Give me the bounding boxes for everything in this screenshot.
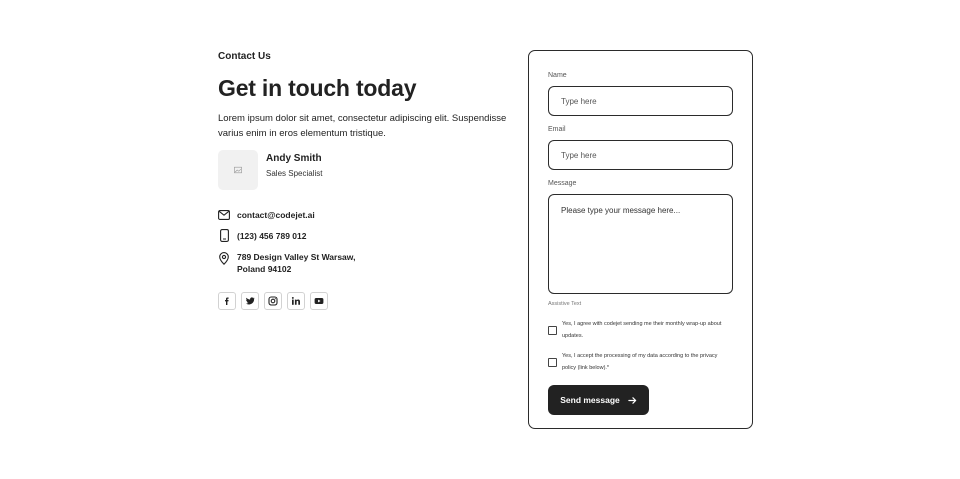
twitter-icon [245, 296, 255, 306]
address-row [218, 251, 508, 275]
email-label: Email [548, 126, 566, 133]
newsletter-consent-text: Yes, I agree with codejet sending me their monthly wrap-up about updates. [562, 321, 722, 339]
name-input[interactable]: Type here [548, 86, 733, 116]
privacy-consent-text: Yes, I accept the processing of my data according to the privacy policy (link below).* [562, 353, 718, 371]
email-input[interactable]: Type here [548, 140, 733, 170]
privacy-consent[interactable] [548, 350, 732, 374]
person-info [266, 152, 322, 179]
mail-icon [218, 208, 230, 221]
linkedin-link[interactable] [287, 292, 305, 310]
youtube-icon [314, 296, 324, 306]
map-pin-icon [218, 252, 230, 265]
message-label: Message [548, 180, 577, 187]
youtube-link[interactable] [310, 292, 328, 310]
image-placeholder-icon [234, 166, 242, 174]
message-textarea[interactable]: Please type your message here... [548, 194, 733, 294]
message-group [548, 179, 732, 294]
name-group [548, 71, 732, 116]
phone-link[interactable]: (123) 456 789 012 [237, 231, 307, 241]
contact-info-section [218, 50, 508, 310]
instagram-link[interactable] [264, 292, 282, 310]
twitter-link[interactable] [241, 292, 259, 310]
facebook-link[interactable] [218, 292, 236, 310]
send-message-button[interactable] [548, 385, 649, 415]
phone-icon [218, 229, 230, 242]
newsletter-consent[interactable] [548, 318, 732, 342]
email-row[interactable] [218, 209, 508, 221]
contact-person [218, 150, 508, 190]
privacy-checkbox[interactable] [548, 358, 557, 367]
eyebrow-label: Contact Us [218, 51, 271, 62]
linkedin-icon [291, 296, 301, 306]
avatar [218, 150, 258, 190]
contact-form [528, 50, 753, 429]
instagram-icon [268, 296, 278, 306]
page-title: Get in touch today [218, 75, 417, 101]
email-link[interactable]: contact@codejet.ai [237, 210, 315, 220]
assistive-text: Assistive Text [548, 301, 582, 307]
person-role: Sales Specialist [266, 169, 323, 178]
facebook-icon [222, 296, 232, 306]
page-description: Lorem ipsum dolor sit amet, consectetur adipiscing elit. Suspendisse varius enim in eros elementum tristique. [218, 113, 507, 139]
arrow-right-icon [628, 396, 637, 405]
contact-details [218, 209, 508, 275]
social-links [218, 292, 508, 310]
phone-row[interactable] [218, 230, 508, 242]
address-text: 789 Design Valley St Warsaw, Poland 94102 [237, 252, 356, 274]
name-label: Name [548, 72, 567, 79]
email-group [548, 125, 732, 170]
person-name: Andy Smith [266, 153, 322, 164]
send-message-label: Send message [560, 395, 620, 405]
newsletter-checkbox[interactable] [548, 326, 557, 335]
